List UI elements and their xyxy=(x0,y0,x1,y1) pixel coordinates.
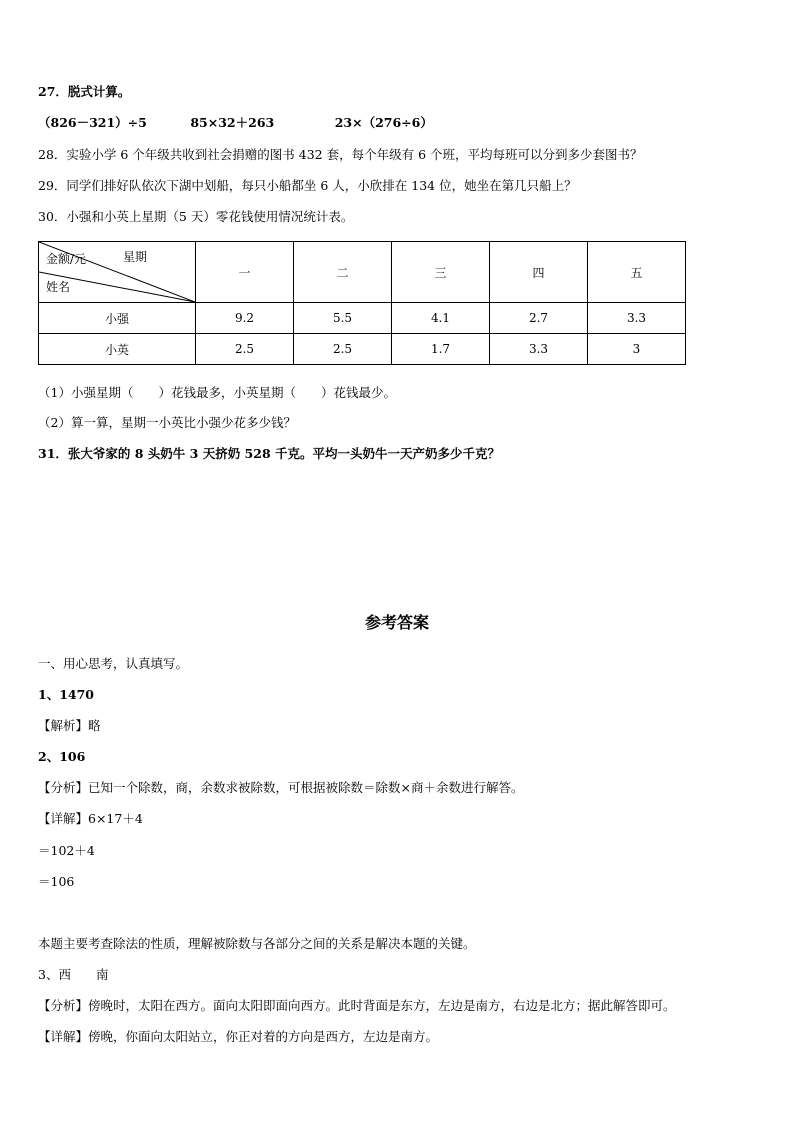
table-cell: 4.1 xyxy=(392,303,490,334)
table-cell: 3 xyxy=(588,334,686,365)
day-header: 二 xyxy=(294,242,392,303)
row-name: 小强 xyxy=(39,303,196,334)
day-header: 五 xyxy=(588,242,686,303)
answer-3: 3、西 南 xyxy=(38,967,109,982)
header-name-label: 姓名 xyxy=(46,280,71,294)
row-name: 小英 xyxy=(39,334,196,365)
day-header: 三 xyxy=(392,242,490,303)
answer-2: 2、106 xyxy=(38,749,86,764)
q29-text: 29．同学们排好队依次下湖中划船，每只小船都坐 6 人，小欣排在 134 位，她坐在第几只船上？ xyxy=(38,178,577,193)
q27-expression-2: 85×32＋263 xyxy=(190,115,275,130)
table-cell: 2.7 xyxy=(490,303,588,334)
q27-title: 27．脱式计算。 xyxy=(38,84,131,99)
table-row xyxy=(39,334,686,365)
table-cell: 3.3 xyxy=(490,334,588,365)
q27-expression-3: 23×（276÷6） xyxy=(334,115,433,130)
day-header: 一 xyxy=(196,242,294,303)
answer-2-step-1: ＝102＋4 xyxy=(38,843,95,858)
q31-text: 31．张大爷家的 8 头奶牛 3 天挤奶 528 千克。平均一头奶牛一天产奶多少千克？ xyxy=(38,446,500,461)
answer-1: 1、1470 xyxy=(38,687,94,702)
answer-3-analysis: 【分析】傍晚时，太阳在西方。面向太阳即面向西方。此时背面是东方，左边是南方，右边是北方；据此解答即可。 xyxy=(38,998,676,1013)
header-week-label: 星期 xyxy=(123,250,148,264)
section-1-heading: 一、用心思考，认真填写。 xyxy=(38,656,189,671)
header-amount-label: 金额/元 xyxy=(46,252,87,266)
diagonal-header-cell xyxy=(39,242,196,303)
answer-2-note: 本题主要考查除法的性质，理解被除数与各部分之间的关系是解决本题的关键。 xyxy=(38,936,476,951)
table-cell: 5.5 xyxy=(294,303,392,334)
q30-sub1: （1）小强星期（ ）花钱最多，小英星期（ ）花钱最少。 xyxy=(38,385,396,400)
q27-expressions xyxy=(38,115,433,131)
answer-2-analysis: 【分析】已知一个除数，商，余数求被除数，可根据被除数＝除数×商＋余数进行解答。 xyxy=(38,780,524,795)
answer-2-detail: 【详解】6×17＋4 xyxy=(38,811,143,826)
table-cell: 3.3 xyxy=(588,303,686,334)
spending-table xyxy=(38,241,686,365)
answer-2-step-2: ＝106 xyxy=(38,874,75,889)
table-row xyxy=(39,303,686,334)
day-header: 四 xyxy=(490,242,588,303)
table-header-row xyxy=(39,242,686,303)
answer-1-analysis: 【解析】略 xyxy=(38,718,101,733)
q30-sub2: （2）算一算，星期一小英比小强少花多少钱？ xyxy=(38,415,296,430)
answers-title: 参考答案 xyxy=(364,613,429,632)
table-cell: 2.5 xyxy=(196,334,294,365)
table-cell: 2.5 xyxy=(294,334,392,365)
table-cell: 9.2 xyxy=(196,303,294,334)
table-cell: 1.7 xyxy=(392,334,490,365)
q27-expression-1: （826－321）÷5 xyxy=(38,115,147,130)
q30-title: 30．小强和小英上星期（5 天）零花钱使用情况统计表。 xyxy=(38,209,354,224)
q28-text: 28．实验小学 6 个年级共收到社会捐赠的图书 432 套，每个年级有 6 个班，平均每班可以分到多少套图书？ xyxy=(38,147,643,162)
answer-3-detail: 【详解】傍晚，你面向太阳站立，你正对着的方向是西方，左边是南方。 xyxy=(38,1029,439,1044)
